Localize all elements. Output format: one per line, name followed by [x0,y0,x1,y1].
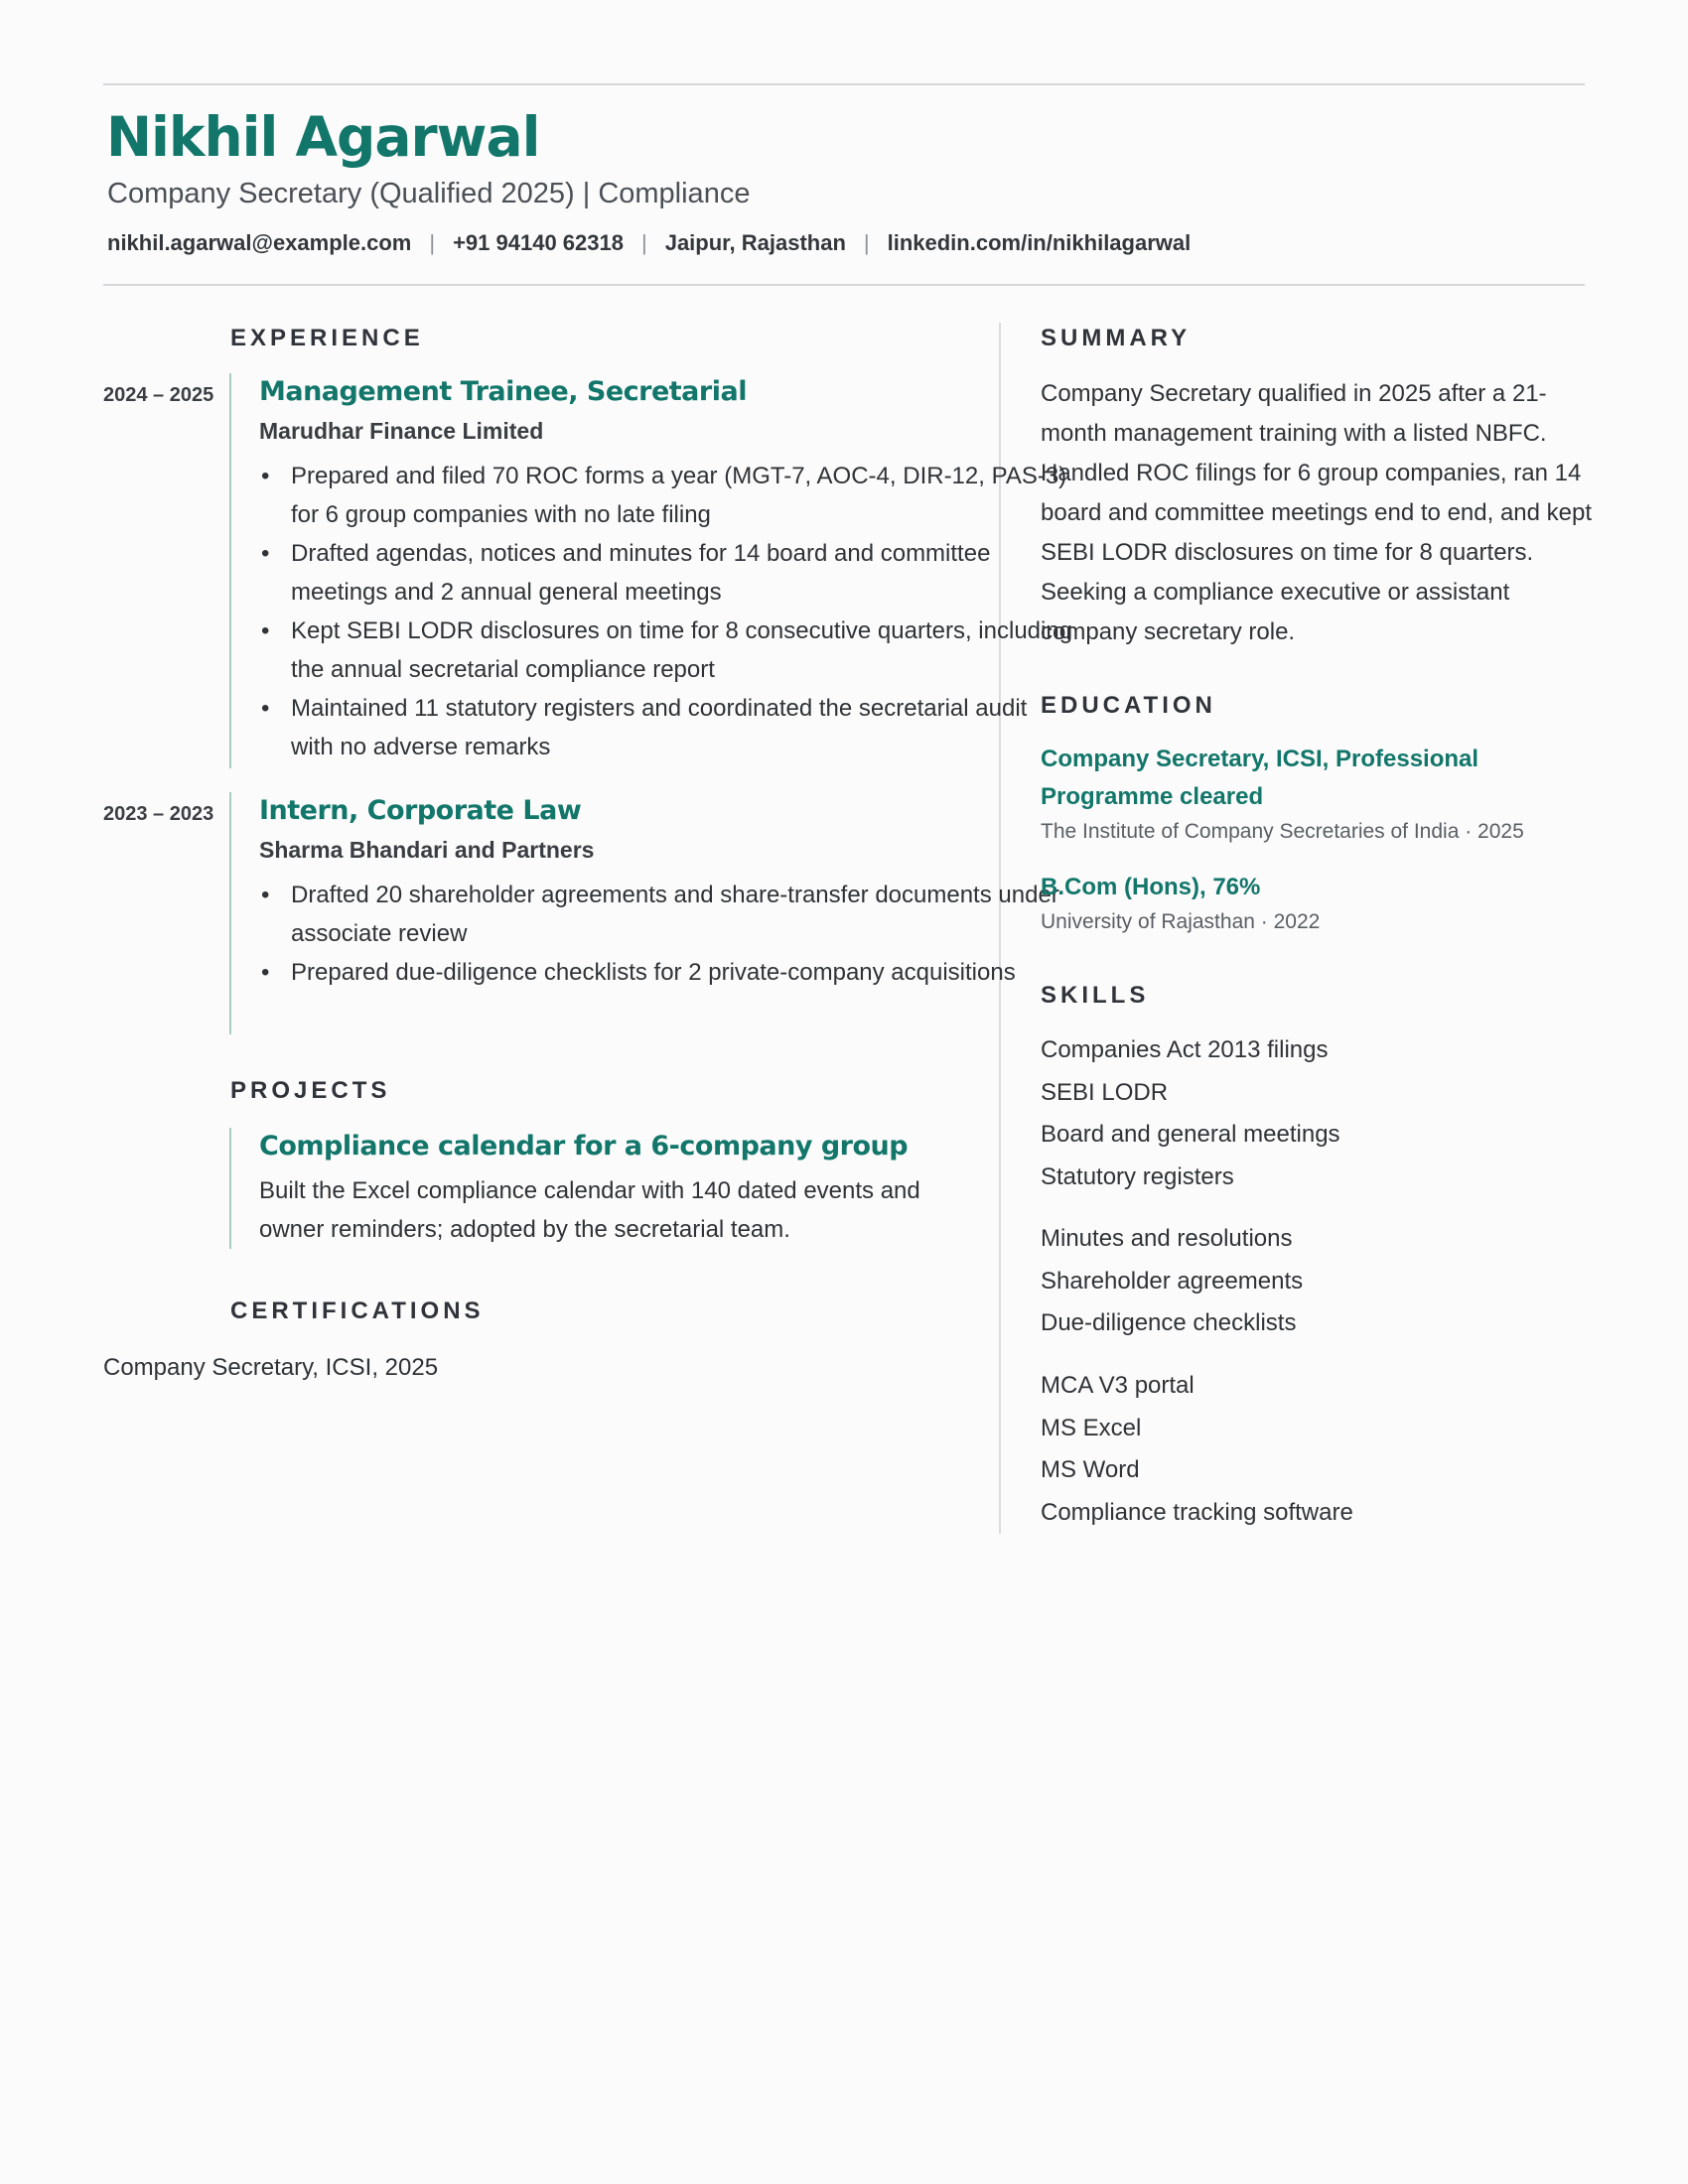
contact-separator: | [640,230,647,255]
job-organization: Marudhar Finance Limited [259,418,544,444]
header-bottom-rule [103,284,1585,286]
contact-separator: | [863,230,870,255]
education-degree: Company Secretary, ICSI, Professional Programme cleared [1041,746,1479,810]
education-entry [1041,741,1597,848]
job-bullet: • Maintained 11 statutory registers and coordinated the secretarial audit with no adverse remarks [259,689,1073,766]
job-bullets [259,876,1073,992]
skill-item: MS Excel [1041,1414,1142,1441]
job-body [229,373,1073,768]
skill-item: Board and general meetings [1041,1121,1340,1148]
skill-item: SEBI LODR [1041,1078,1169,1106]
skill-item: Companies Act 2013 filings [1041,1036,1329,1063]
education-heading: EDUCATION [1041,692,1216,719]
contact-phone[interactable]: +91 94140 62318 [453,230,624,255]
job-dates: 2024 – 2025 [103,384,214,406]
skills-heading: SKILLS [1041,982,1150,1009]
skill-item: MCA V3 portal [1041,1372,1195,1399]
certification-item: Company Secretary, ICSI, 2025 [103,1354,439,1381]
job-organization: Sharma Bhandari and Partners [259,837,595,863]
job-bullet: • Drafted agendas, notices and minutes for 14 board and committee meetings and 2 annual general meetings [259,534,1073,612]
job-role: Intern, Corporate Law [259,795,582,826]
contact-email[interactable]: nikhil.agarwal@example.com [107,230,412,255]
project-entry [229,1128,984,1249]
headline: Company Secretary (Qualified 2025) | Compliance [107,178,751,209]
education-institution: The Institute of Company Secretaries of India · 2025 [1041,820,1524,843]
project-description: Built the Excel compliance calendar with 140 dated events and owner reminders; adopted by the secretarial team. [259,1177,920,1243]
education-entry [1041,869,1597,938]
skills-group [1041,1218,1597,1345]
job-role: Management Trainee, Secretarial [259,376,747,407]
job-bullet: • Kept SEBI LODR disclosures on time for 8 consecutive quarters, including the annual secretarial compliance report [259,612,1073,689]
contact-separator: | [429,230,436,255]
job-body [229,792,1073,1034]
skill-item: MS Word [1041,1456,1140,1483]
header-top-rule [103,83,1585,85]
certifications-heading: CERTIFICATIONS [230,1297,485,1324]
job-dates: 2023 – 2023 [103,803,214,825]
summary-text: Company Secretary qualified in 2025 after a 21-month management training with a listed NBFC. Handled ROC filings for 6 group companies, ran 14 board and committee meetings end to end, and kept SEBI LODR disclosures on time for 8 quarters. Seeking a compliance executive or assistant company secretary role. [1041,380,1593,645]
education-institution: University of Rajasthan · 2022 [1041,910,1321,933]
skill-item: Minutes and resolutions [1041,1225,1293,1252]
skill-item: Statutory registers [1041,1162,1234,1190]
job-bullet: • Prepared and filed 70 ROC forms a year (MGT-7, AOC-4, DIR-12, PAS-3) for 6 group companies with no late filing [259,457,1073,534]
contact-linkedin[interactable]: linkedin.com/in/nikhilagarwal [887,230,1192,255]
job-bullet: • Prepared due-diligence checklists for 2 private-company acquisitions [259,953,1073,992]
candidate-name: Nikhil Agarwal [106,105,540,169]
skill-item: Shareholder agreements [1041,1267,1304,1295]
skills-group [1041,1029,1597,1198]
project-title: Compliance calendar for a 6-company group [259,1131,909,1161]
summary-heading: SUMMARY [1041,325,1192,351]
contact-line [107,228,1191,258]
job-bullet: • Drafted 20 shareholder agreements and share-transfer documents under associate review [259,876,1073,953]
job-bullets [259,457,1073,766]
skill-item: Compliance tracking software [1041,1498,1353,1526]
skill-item: Due-diligence checklists [1041,1309,1297,1336]
skills-group [1041,1365,1597,1534]
experience-heading: EXPERIENCE [230,325,424,351]
projects-heading: PROJECTS [230,1077,391,1104]
contact-location: Jaipur, Rajasthan [664,230,846,255]
education-degree: B.Com (Hons), 76% [1041,874,1261,900]
